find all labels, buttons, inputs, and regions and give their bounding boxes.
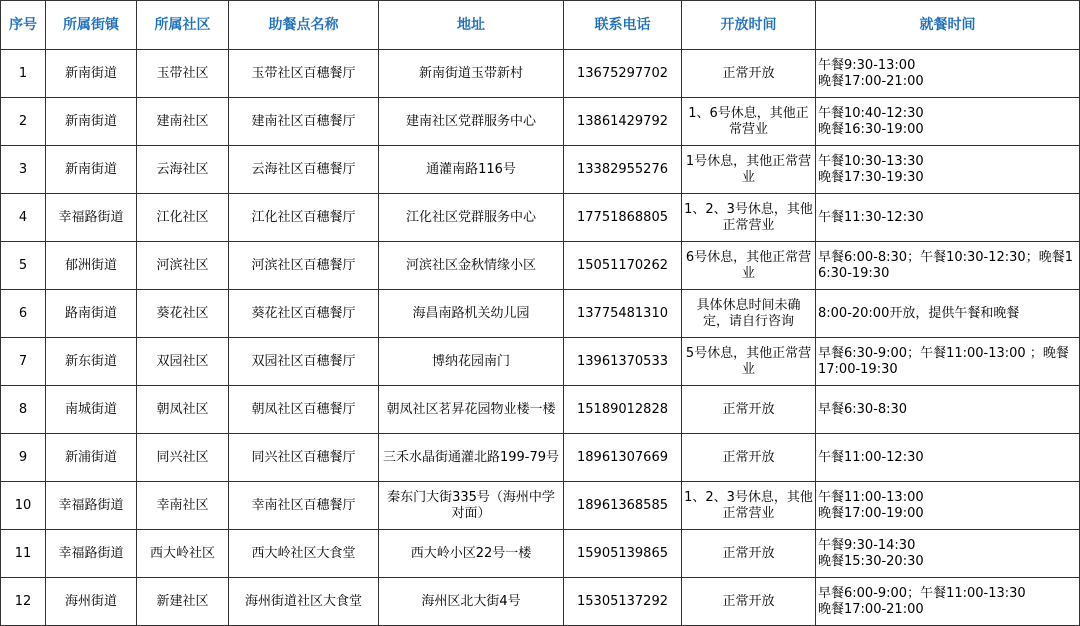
header-address: 地址 xyxy=(379,1,564,50)
cell-name: 葵花社区百穗餐厅 xyxy=(229,290,379,338)
cell-name: 双园社区百穗餐厅 xyxy=(229,338,379,386)
cell-no: 4 xyxy=(1,194,46,242)
cell-name: 西大岭社区大食堂 xyxy=(229,530,379,578)
cell-no: 9 xyxy=(1,434,46,482)
cell-open-time: 1、6号休息，其他正常营业 xyxy=(682,98,816,146)
cell-address: 海昌南路机关幼儿园 xyxy=(379,290,564,338)
meal-time-line: 晚餐17:00-21:00 xyxy=(818,73,924,89)
cell-address: 海州区北大街4号 xyxy=(379,578,564,626)
meal-time-line: 午餐9:30-13:00 xyxy=(818,57,916,73)
cell-community: 新建社区 xyxy=(137,578,229,626)
cell-phone: 13675297702 xyxy=(564,50,682,98)
table-row xyxy=(1,98,1080,146)
cell-meal-time xyxy=(816,242,1080,290)
cell-meal-time xyxy=(816,434,1080,482)
meal-time-line: 早餐6:30-8:30 xyxy=(818,401,908,417)
cell-meal-time xyxy=(816,338,1080,386)
header-community: 所属社区 xyxy=(137,1,229,50)
cell-no: 5 xyxy=(1,242,46,290)
cell-no: 6 xyxy=(1,290,46,338)
table-row xyxy=(1,386,1080,434)
meal-time-line: 早餐6:30-9:00；午餐11:00-13:00 ；晚餐17:00-19:30 xyxy=(818,345,1069,377)
cell-name: 海州街道社区大食堂 xyxy=(229,578,379,626)
header-phone: 联系电话 xyxy=(564,1,682,50)
header-open-time: 开放时间 xyxy=(682,1,816,50)
cell-address: 三禾水晶街通灌北路199-79号 xyxy=(379,434,564,482)
cell-community: 西大岭社区 xyxy=(137,530,229,578)
meal-time-line: 晚餐15:30-20:30 xyxy=(818,553,924,569)
table-row xyxy=(1,578,1080,626)
cell-community: 玉带社区 xyxy=(137,50,229,98)
cell-address: 秦东门大街335号（海州中学对面） xyxy=(379,482,564,530)
cell-open-time: 正常开放 xyxy=(682,50,816,98)
table-body xyxy=(1,50,1080,626)
header-street: 所属街镇 xyxy=(46,1,137,50)
cell-street: 新南街道 xyxy=(46,146,137,194)
meal-time-line: 午餐11:30-12:30 xyxy=(818,209,924,225)
cell-street: 新浦街道 xyxy=(46,434,137,482)
cell-street: 幸福路街道 xyxy=(46,482,137,530)
meal-time-line: 8:00-20:00开放，提供午餐和晚餐 xyxy=(818,305,1020,321)
meal-time-line: 晚餐17:00-21:00 xyxy=(818,601,924,617)
cell-no: 1 xyxy=(1,50,46,98)
meal-time-line: 午餐10:30-13:30 xyxy=(818,153,924,169)
cell-address: 建南社区党群服务中心 xyxy=(379,98,564,146)
cell-phone: 18961307669 xyxy=(564,434,682,482)
table-row xyxy=(1,338,1080,386)
table-row xyxy=(1,50,1080,98)
cell-no: 7 xyxy=(1,338,46,386)
table-row xyxy=(1,146,1080,194)
cell-name: 河滨社区百穗餐厅 xyxy=(229,242,379,290)
cell-open-time: 6号休息，其他正常营业 xyxy=(682,242,816,290)
cell-street: 路南街道 xyxy=(46,290,137,338)
cell-phone: 13775481310 xyxy=(564,290,682,338)
cell-no: 12 xyxy=(1,578,46,626)
table-row xyxy=(1,434,1080,482)
cell-community: 朝凤社区 xyxy=(137,386,229,434)
cell-open-time: 正常开放 xyxy=(682,386,816,434)
cell-name: 云海社区百穗餐厅 xyxy=(229,146,379,194)
meal-time-line: 晚餐17:00-19:00 xyxy=(818,505,924,521)
table-row xyxy=(1,194,1080,242)
cell-phone: 15189012828 xyxy=(564,386,682,434)
cell-street: 郁洲街道 xyxy=(46,242,137,290)
cell-street: 新南街道 xyxy=(46,98,137,146)
cell-address: 朝凤社区茗昇花园物业楼一楼 xyxy=(379,386,564,434)
meal-time-line: 午餐10:40-12:30 xyxy=(818,105,924,121)
cell-street: 海州街道 xyxy=(46,578,137,626)
cell-street: 南城街道 xyxy=(46,386,137,434)
cell-address: 河滨社区金秋情缘小区 xyxy=(379,242,564,290)
cell-street: 新东街道 xyxy=(46,338,137,386)
cell-open-time: 正常开放 xyxy=(682,434,816,482)
cell-community: 双园社区 xyxy=(137,338,229,386)
cell-community: 同兴社区 xyxy=(137,434,229,482)
cell-community: 葵花社区 xyxy=(137,290,229,338)
cell-address: 博纳花园南门 xyxy=(379,338,564,386)
table-row xyxy=(1,242,1080,290)
cell-community: 江化社区 xyxy=(137,194,229,242)
cell-meal-time xyxy=(816,386,1080,434)
cell-no: 2 xyxy=(1,98,46,146)
cell-open-time: 1、2、3号休息，其他正常营业 xyxy=(682,194,816,242)
cell-phone: 13861429792 xyxy=(564,98,682,146)
cell-open-time: 5号休息，其他正常营业 xyxy=(682,338,816,386)
cell-meal-time xyxy=(816,578,1080,626)
cell-name: 建南社区百穗餐厅 xyxy=(229,98,379,146)
table-row xyxy=(1,530,1080,578)
cell-street: 新南街道 xyxy=(46,50,137,98)
cell-phone: 15905139865 xyxy=(564,530,682,578)
cell-street: 幸福路街道 xyxy=(46,194,137,242)
cell-community: 建南社区 xyxy=(137,98,229,146)
cell-address: 西大岭小区22号一楼 xyxy=(379,530,564,578)
meal-time-line: 早餐6:00-8:30；午餐10:30-12:30；晚餐16:30-19:30 xyxy=(818,249,1073,281)
meal-time-line: 早餐6:00-9:00；午餐11:00-13:30 xyxy=(818,585,1026,601)
cell-community: 河滨社区 xyxy=(137,242,229,290)
cell-community: 幸南社区 xyxy=(137,482,229,530)
cell-meal-time xyxy=(816,98,1080,146)
cell-no: 10 xyxy=(1,482,46,530)
cell-street: 幸福路街道 xyxy=(46,530,137,578)
cell-phone: 15305137292 xyxy=(564,578,682,626)
cell-open-time: 1、2、3号休息，其他正常营业 xyxy=(682,482,816,530)
cell-phone: 13382955276 xyxy=(564,146,682,194)
cell-phone: 13961370533 xyxy=(564,338,682,386)
cell-meal-time xyxy=(816,146,1080,194)
meal-time-line: 晚餐16:30-19:00 xyxy=(818,121,924,137)
header-row xyxy=(1,1,1080,50)
cell-meal-time xyxy=(816,290,1080,338)
cell-meal-time xyxy=(816,530,1080,578)
cell-open-time: 正常开放 xyxy=(682,578,816,626)
header-name: 助餐点名称 xyxy=(229,1,379,50)
cell-name: 朝凤社区百穗餐厅 xyxy=(229,386,379,434)
cell-phone: 18961368585 xyxy=(564,482,682,530)
cell-name: 江化社区百穗餐厅 xyxy=(229,194,379,242)
header-no: 序号 xyxy=(1,1,46,50)
cell-no: 11 xyxy=(1,530,46,578)
meal-time-line: 午餐11:00-12:30 xyxy=(818,449,924,465)
cell-community: 云海社区 xyxy=(137,146,229,194)
cell-no: 3 xyxy=(1,146,46,194)
meal-time-line: 午餐11:00-13:00 xyxy=(818,489,924,505)
cell-no: 8 xyxy=(1,386,46,434)
cell-address: 江化社区党群服务中心 xyxy=(379,194,564,242)
cell-name: 幸南社区百穗餐厅 xyxy=(229,482,379,530)
cell-phone: 17751868805 xyxy=(564,194,682,242)
cell-meal-time xyxy=(816,482,1080,530)
cell-open-time: 正常开放 xyxy=(682,530,816,578)
cell-name: 玉带社区百穗餐厅 xyxy=(229,50,379,98)
cell-meal-time xyxy=(816,194,1080,242)
cell-address: 新南街道玉带新村 xyxy=(379,50,564,98)
cell-open-time: 具体休息时间未确定，请自行咨询 xyxy=(682,290,816,338)
meal-time-line: 晚餐17:30-19:30 xyxy=(818,169,924,185)
cell-open-time: 1号休息，其他正常营业 xyxy=(682,146,816,194)
header-meal-time: 就餐时间 xyxy=(816,1,1080,50)
cell-name: 同兴社区百穗餐厅 xyxy=(229,434,379,482)
meal-time-line: 午餐9:30-14:30 xyxy=(818,537,916,553)
table-row xyxy=(1,290,1080,338)
table-row xyxy=(1,482,1080,530)
cell-address: 通灌南路116号 xyxy=(379,146,564,194)
cell-phone: 15051170262 xyxy=(564,242,682,290)
cell-meal-time xyxy=(816,50,1080,98)
